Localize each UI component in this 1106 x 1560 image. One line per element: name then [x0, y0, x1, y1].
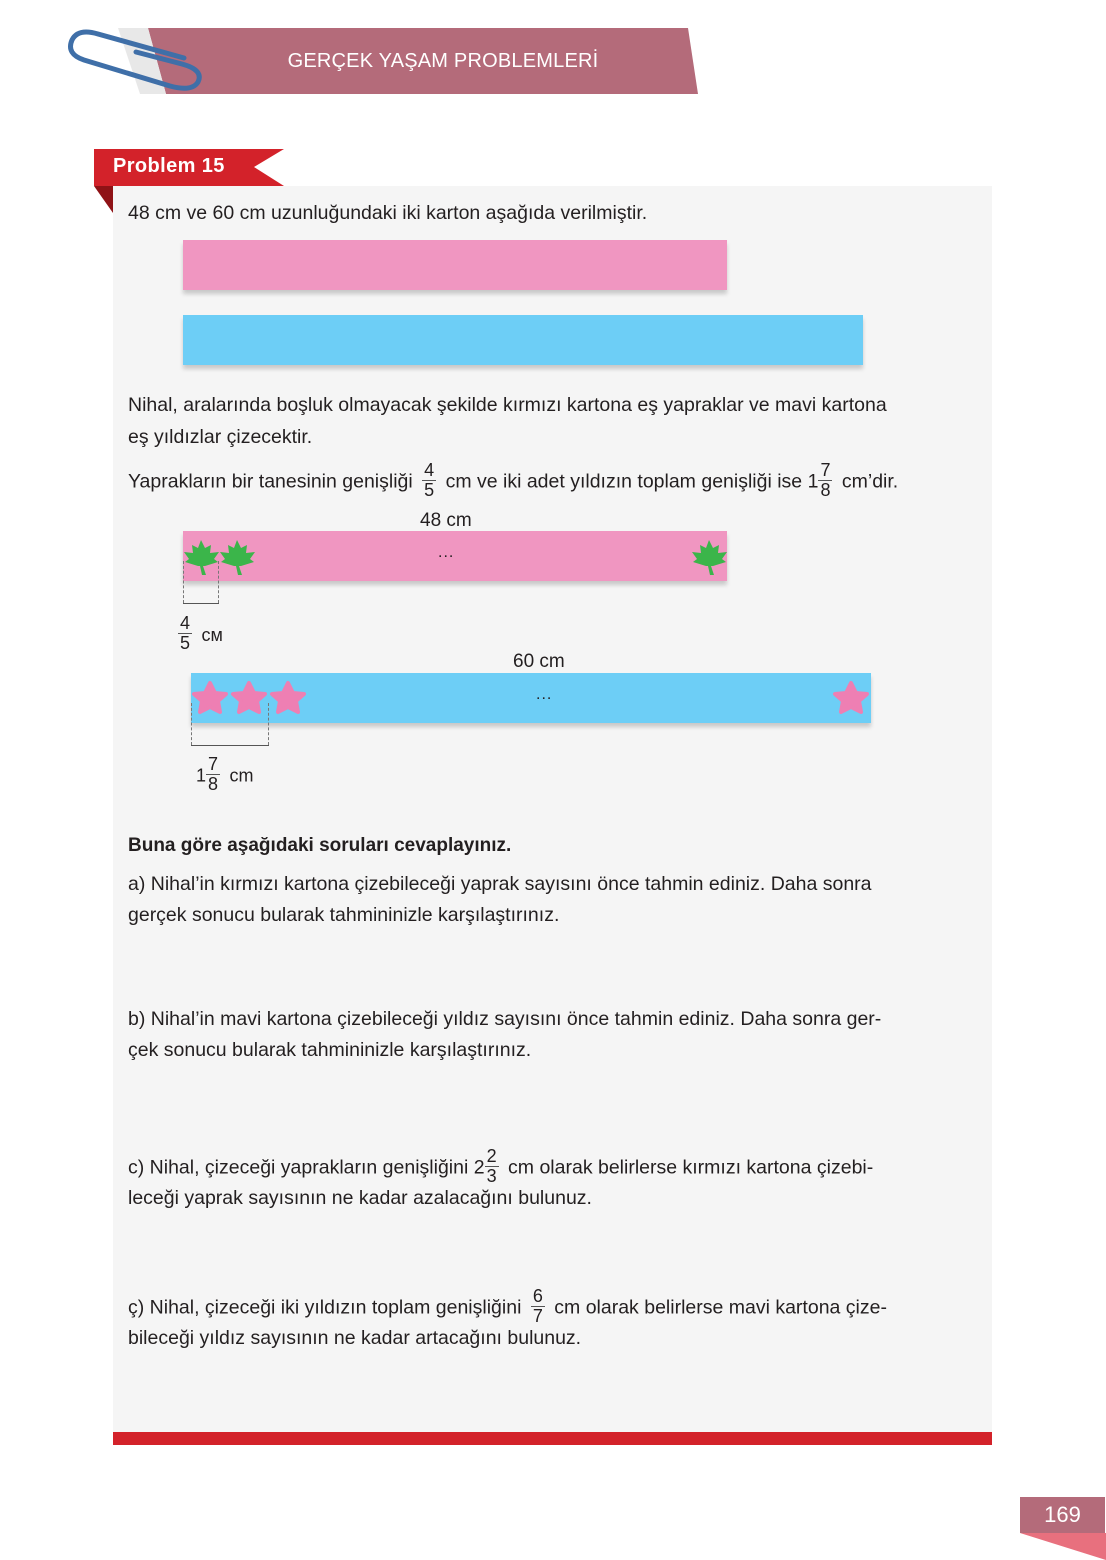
description-line-2: eş yıldızlar çizecektir.	[128, 426, 313, 448]
questions-heading: Buna göre aşağıdaki soruları cevaplayınız.	[128, 835, 512, 856]
c-fraction: $\frac{2}{3}$	[486, 1146, 497, 1186]
problem-card	[113, 186, 992, 1432]
maple-leaf-icon	[691, 538, 729, 578]
question-c-line-1: c) Nihal, çizeceği yaprakların genişliğini 2 $\frac{2}{3}$ cm olarak belirlerse kırmızı kartona çizebi-	[128, 1146, 874, 1186]
page-number: 169	[1020, 1497, 1105, 1533]
blue-length-label: 60 cm	[513, 651, 565, 672]
card-bottom-bar	[113, 1432, 992, 1445]
pink-card-with-leaves	[183, 531, 727, 581]
paperclip-icon	[64, 22, 214, 92]
page-number-tab	[1020, 1533, 1106, 1560]
widths-text-3: cm’dir.	[841, 470, 899, 493]
star-width-fraction: $\frac{7}{8}$	[820, 460, 831, 500]
widths-text-1: Yaprakların bir tanesinin genişliği	[128, 470, 413, 493]
question-d-line-1: ç) Nihal, çizeceği iki yıldızın toplam genişliğini $\frac{6}{7}$ cm olarak belirlerse mavi kartona çize-	[128, 1286, 887, 1326]
leaf-measure-line	[183, 603, 219, 604]
section-title: GERÇEK YAŞAM PROBLEMLERİ	[287, 50, 599, 72]
question-a-line-1: a) Nihal’in kırmızı kartona çizebileceği yaprak sayısını önce tahmin ediniz. Daha sonra	[128, 873, 872, 895]
star-measure-line	[191, 745, 269, 746]
problem-label: Problem 15	[113, 155, 225, 177]
blue-card-60cm	[183, 315, 863, 365]
description-line-1: Nihal, aralarında boşluk olmayacak şekilde kırmızı kartona eş yapraklar ve mavi kartona	[128, 394, 887, 416]
star-measure-guide	[191, 703, 192, 745]
maple-leaf-icon	[183, 538, 259, 578]
blue-ellipsis: ...	[536, 686, 553, 703]
star-measure-guide	[268, 703, 269, 745]
pink-length-label: 48 cm	[420, 510, 472, 531]
question-d-line-2: bileceği yıldız sayısının ne kadar artacağını bulunuz.	[128, 1327, 582, 1349]
intro-text: 48 cm ve 60 cm uzunluğundaki iki karton aşağıda verilmiştir.	[128, 202, 648, 224]
star-icon	[191, 680, 309, 720]
pink-card-48cm	[183, 240, 727, 290]
question-b-line-1: b) Nihal’in mavi kartona çizebileceği yıldız sayısını önce tahmin ediniz. Daha sonra ger-	[128, 1008, 882, 1030]
leaf-width-fraction: $\frac{4}{5}$	[424, 460, 435, 500]
question-a-line-2: gerçek sonucu bularak tahmininizle karşılaştırınız.	[128, 904, 560, 926]
leaf-measure-label: $\frac{4}{5}$ cм	[180, 613, 223, 653]
star-measure-label: 1 $\frac{7}{8}$ cm	[196, 754, 254, 794]
widths-sentence	[128, 460, 899, 501]
question-c-line-2: leceği yaprak sayısının ne kadar azalacağını bulunuz.	[128, 1187, 592, 1209]
question-b-line-2: çek sonucu bularak tahmininizle karşılaştırınız.	[128, 1039, 532, 1061]
leaf-measure-guide	[218, 561, 219, 603]
widths-text-2: cm ve iki adet yıldızın toplam genişliği ise	[445, 470, 803, 493]
star-icon	[832, 680, 872, 720]
pink-ellipsis: ...	[438, 544, 455, 561]
d-fraction: $\frac{6}{7}$	[532, 1286, 543, 1326]
leaf-measure-guide	[183, 561, 184, 603]
star-width-whole: 1	[807, 470, 819, 493]
